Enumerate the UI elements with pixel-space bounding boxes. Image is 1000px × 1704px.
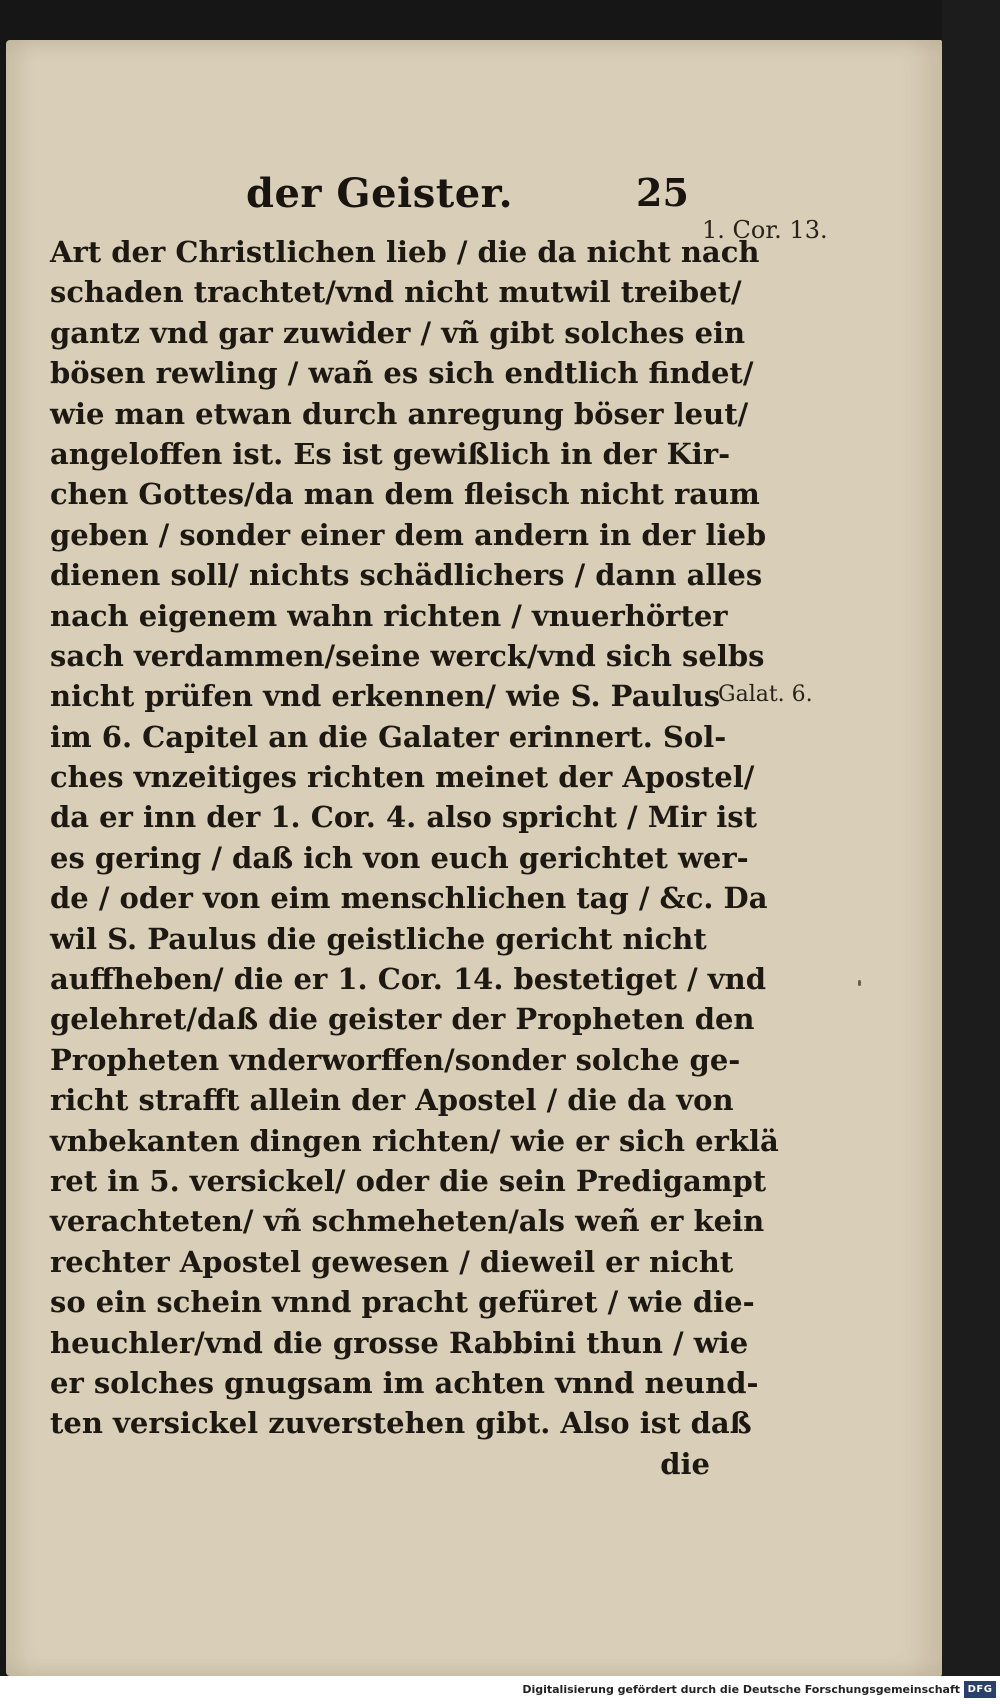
text-line: sach verdammen/seine werck/vnd sich selbs [50,638,765,673]
text-line: vnbekanten dingen richten/ wie er sich erklä [50,1123,779,1158]
page-header [246,170,706,230]
text-line: schaden trachtet/vnd nicht mutwil treibet/ [50,275,742,310]
text-line: angeloffen ist. Es ist gewißlich in der Kir- [50,436,731,471]
page-number: 25 [636,170,689,215]
text-line: ret in 5. versickel/ oder die sein Predigampt [50,1163,767,1198]
text-line: bösen rewling / wañ es sich endtlich findet/ [50,356,754,391]
text-line: auffheben/ die er 1. Cor. 14. bestetiget / vnd [50,962,766,997]
text-line: im 6. Capitel an die Galater erinnert. Sol- [50,719,727,754]
text-line: rechter Apostel gewesen / dieweil er nicht [50,1244,734,1279]
text-line: nach eigenem wahn richten / vnuerhörter [50,598,728,633]
text-line: heuchler/vnd die grosse Rabbini thun / wie [50,1325,749,1360]
text-line: ches vnzeitiges richten meinet der Apostel/ [50,760,755,795]
text-line: dienen soll/ nichts schädlichers / dann alles [50,558,763,593]
text-line: gantz vnd gar zuwider / vñ gibt solches ein [50,315,746,350]
book-page [6,40,942,1676]
text-line: verachteten/ vñ schmeheten/als weñ er kein [50,1204,765,1239]
margin-note-galat: Galat. 6. [718,682,813,707]
text-line: nicht prüfen vnd erkennen/ wie S. Paulus [50,679,721,714]
text-line: es gering / daß ich von euch gerichtet wer- [50,840,749,875]
paper-speck [858,980,861,986]
catchword: die [660,1446,710,1481]
text-line: da er inn der 1. Cor. 4. also spricht / Mir ist [50,800,757,835]
text-line: so ein schein vnnd pracht gefüret / wie die- [50,1285,755,1320]
dfg-logo-icon[interactable]: DFG [964,1681,996,1698]
margin-note-cor: 1. Cor. 13. [702,216,828,244]
text-line: chen Gottes/da man dem fleisch nicht raum [50,477,760,512]
funding-credit: Digitalisierung gefördert durch die Deutsche Forschungsgemeinschaft [522,1683,960,1696]
text-line: gelehret/daß die geister der Propheten den [50,1002,755,1037]
scanner-background [942,0,1000,1704]
text-line: richt strafft allein der Apostel / die da von [50,1083,734,1118]
text-line: Propheten vnderworffen/sonder solche ge- [50,1042,741,1077]
text-line: geben / sonder einer dem andern in der lieb [50,517,767,552]
text-line: ten versickel zuverstehen gibt. Also ist daß [50,1406,752,1441]
text-line: wie man etwan durch anregung böser leut/ [50,396,749,431]
text-line: de / oder von eim menschlichen tag / &c. Da [50,881,768,916]
running-head: der Geister. [246,170,513,217]
text-line: er solches gnugsam im achten vnnd neund- [50,1365,759,1400]
footer-bar [0,1676,1000,1704]
text-line: Art der Christlichen lieb / die da nicht nach [50,235,760,269]
text-line: wil S. Paulus die geistliche gericht nicht [50,921,707,956]
